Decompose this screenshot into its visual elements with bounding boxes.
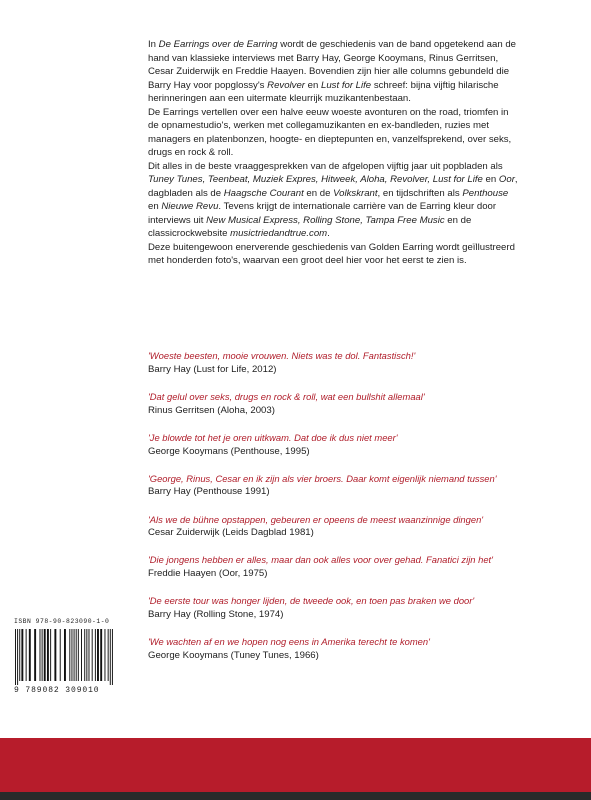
barcode-bar (97, 629, 99, 681)
barcode-bar (74, 629, 75, 681)
blurb-paragraph: De Earrings vertellen over een halve eeuw woeste avonturen on the road, triomfen in de opnamestudio's, werken met collegamuzikanten en ex-bandleden, ruzies met managers en platenbonzen, hoogte- en dieptepunten en, vanzelfsprekend, over seks, drugs en rock & roll. (148, 106, 512, 158)
bottom-edge-strip (0, 792, 591, 800)
barcode-bar (92, 629, 93, 681)
quote-item (148, 390, 548, 418)
quote-text: 'Woeste beesten, mooie vrouwen. Niets was te dol. Fantastisch!' (148, 350, 416, 361)
quote-source: Rinus Gerritsen (Aloha, 2003) (148, 404, 275, 416)
barcode-bar (42, 629, 43, 681)
quote-source: Barry Hay (Penthouse 1991) (148, 486, 270, 498)
barcode-bar (26, 629, 27, 681)
barcode-bar (19, 629, 20, 681)
quote-item (148, 594, 548, 622)
barcode-bar (40, 629, 41, 681)
barcode-bar (81, 629, 82, 681)
barcode-bar (69, 629, 70, 681)
barcode-bar (34, 629, 36, 681)
barcode-bar (100, 629, 102, 681)
blurb-paragraph: Deze buitengewoon enerverende geschiedenis van Golden Earring wordt geïllustreerd met honderden foto's, waarvan een groot deel hier voor het eerst te zien is. (148, 241, 515, 266)
barcode-bar (89, 629, 90, 681)
barcode-bar (112, 629, 113, 685)
blurb-paragraph: In De Earrings over de Earring wordt de geschiedenis van de band opgetekend aan de hand van klassieke interviews met Barry Hay, George Kooymans, Rinus Gerritsen, Cesar Zuiderwijk en Freddie Haayen. Bovendien zijn hier alle columns gebundeld die Barry Hay voor popglossy's Revolver en Lust for Life schreef: bijna vijftig hilarische herinneringen aan een uitermate kleurrijk muzikantenbestaan. (148, 39, 517, 104)
barcode-bar (54, 629, 56, 681)
isbn-label: ISBN 978-90-823090-1-0 (14, 618, 110, 625)
blurb-paragraph: Dit alles in de beste vraaggesprekken van de afgelopen vijftig jaar uit popbladen als Tuney Tunes, Teenbeat, Muziek Expres, Hitweek, Aloha, Revolver, Lust for Life en Oor, dagbladen als de Haagsche Courant en de Volkskrant, en tijdschriften als Penthouse en Nieuwe Revu. Tevens krijgt de internationale carrière van de Earring kleur door interviews uit New Musical Express, Rolling Stone, Tampa Free Music en de classicrockwebsite musictriedandtrue.com. (148, 160, 518, 239)
barcode-bar (84, 629, 85, 681)
quote-source: Cesar Zuiderwijk (Leids Dagblad 1981) (148, 527, 314, 539)
quote-item (148, 553, 548, 581)
quotes-list (148, 349, 548, 676)
isbn-block (14, 618, 124, 695)
barcode-bar (95, 629, 96, 681)
barcode-bar (47, 629, 49, 681)
barcode-digits: 9 789082 309010 (14, 686, 100, 695)
quote-item (148, 513, 548, 541)
quote-source: Freddie Haayen (Oor, 1975) (148, 568, 268, 580)
barcode-bar (60, 629, 61, 681)
barcode-bar (50, 629, 51, 681)
barcode-bar (64, 629, 66, 681)
quote-text: 'Dat gelul over seks, drugs en rock & roll, wat een bullshit allemaal' (148, 390, 425, 402)
barcode-bar (110, 629, 111, 685)
barcode-bar (76, 629, 77, 681)
barcode-bar (86, 629, 87, 681)
quote-text: 'We wachten af en we hopen nog eens in Amerika terecht te komen' (148, 636, 430, 648)
barcode-bar (15, 629, 16, 685)
quote-item (148, 472, 548, 500)
quote-text: 'Als we de bühne opstappen, gebeuren er opeens de meest waanzinnige dingen' (148, 513, 484, 525)
quote-text: 'George, Rinus, Cesar en ik zijn als vier broers. Daar komt eigenlijk niemand tussen' (148, 472, 497, 484)
quote-source: Barry Hay (Lust for Life, 2012) (148, 363, 277, 375)
quote-item (148, 431, 548, 459)
barcode-bar (21, 629, 23, 681)
bottom-color-band (0, 738, 591, 792)
barcode-image (14, 629, 114, 685)
blurb-text (148, 38, 518, 268)
barcode-bar (78, 629, 79, 681)
barcode-bar (108, 629, 109, 681)
quote-source: George Kooymans (Tuney Tunes, 1966) (148, 650, 319, 662)
quote-item (148, 349, 548, 377)
barcode-bar (17, 629, 18, 685)
barcode-bar (44, 629, 46, 681)
quote-text: 'Die jongens hebben er alles, maar dan ook alles voor over gehad. Fanatici zijn het' (148, 554, 493, 566)
quote-source: Barry Hay (Rolling Stone, 1974) (148, 609, 284, 621)
barcode-bar (71, 629, 72, 681)
quote-text: 'Je blowde tot het je oren uitkwam. Dat doe ik dus niet meer' (148, 431, 398, 443)
barcode-bar (29, 629, 31, 681)
quote-item (148, 635, 548, 663)
quote-text: 'De eerste tour was honger lijden, de tweede ook, en toen pas braken we door' (148, 595, 475, 607)
quote-source: George Kooymans (Penthouse, 1995) (148, 445, 310, 457)
barcode-bar (104, 629, 105, 681)
